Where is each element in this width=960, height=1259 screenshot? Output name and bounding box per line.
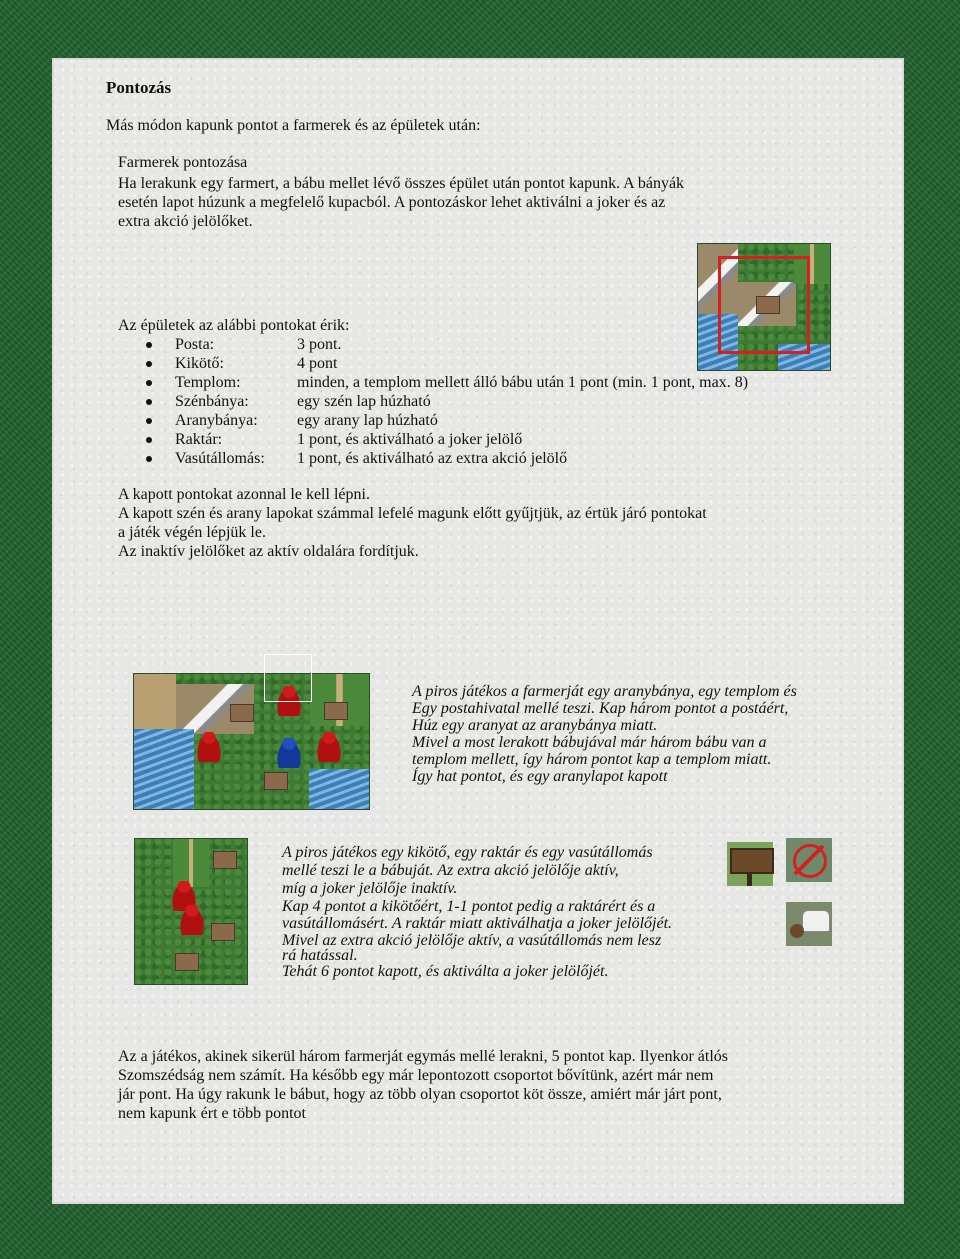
example2-line-6: Mivel az extra akció jelölője aktív, a vasútállomás nem lesz (282, 932, 662, 949)
railway-station-sign-icon (727, 842, 773, 886)
board-image-example-1 (133, 673, 370, 810)
note-line-2: A kapott szén és arany lapokat számmal lefelé magunk előtt gyűjtjük, az értük járó pontokat (118, 505, 707, 522)
note-line-3: a játék végén lépjük le. (118, 524, 266, 541)
bullet-icon (146, 456, 152, 462)
blue-farmer-icon (276, 738, 302, 768)
highlight-frame (718, 256, 810, 354)
building-name: Aranybánya: (175, 412, 258, 429)
building-points: 1 pont, és aktiválható az extra akció jelölő (297, 450, 568, 467)
board-image-highlight-example (697, 243, 831, 371)
farmer-line-2: esetén lapot húzunk a megfelelő kupacból. A pontozáskor lehet aktiválni a joker és az (118, 194, 666, 211)
joker-inactive-icon (786, 838, 832, 882)
building-name: Szénbánya: (175, 393, 249, 410)
note-line-1: A kapott pontokat azonnal le kell lépni. (118, 486, 370, 503)
final-line-2: Szomszédság nem számít. Ha később egy már lepontozott csoportot bővítünk, azért már nem (118, 1067, 714, 1084)
bullet-icon (146, 380, 152, 386)
final-line-3: jár pont. Ha úgy rakunk le bábut, hogy az több olyan csoportot köt össze, amiért már járt pont, (118, 1086, 722, 1103)
bullet-icon (146, 361, 152, 367)
building-points: minden, a templom mellett álló bábu után 1 pont (min. 1 pont, max. 8) (297, 374, 749, 391)
example2-line-3: míg a joker jelölője inaktív. (282, 880, 458, 897)
building-name: Vasútállomás: (175, 450, 265, 467)
red-farmer-icon (179, 905, 205, 935)
building-name: Kikötő: (175, 355, 224, 372)
example2-line-2: mellé teszi le a bábuját. Az extra akció jelölője aktív, (282, 862, 619, 879)
farmer-line-1: Ha lerakunk egy farmert, a bábu mellet lévő összes épület után pontot kapunk. A bányák (118, 175, 685, 192)
final-line-1: Az a játékos, akinek sikerül három farmerját egymás mellé lerakni, 5 pontot kap. Ilyenkor átlós (118, 1048, 729, 1065)
farmer-line-3: extra akció jelölőket. (118, 213, 253, 230)
board-image-example-2 (134, 838, 248, 985)
bullet-icon (146, 399, 152, 405)
intro-text: Más módon kapunk pontot a farmerek és az épületek után: (106, 117, 481, 134)
building-points: 4 pont (297, 355, 338, 372)
final-line-4: nem kapunk ért e több pontot (118, 1105, 306, 1122)
example1-line-2: Egy postahivatal mellé teszi. Kap három pontot a postáért, (412, 700, 789, 717)
building-name: Posta: (175, 336, 215, 353)
example2-line-4: Kap 4 pontot a kikötőért, 1-1 pontot pedig a raktárért és a (282, 898, 656, 915)
building-name: Raktár: (175, 431, 223, 448)
building-points: 3 pont. (297, 336, 342, 353)
note-line-4: Az inaktív jelölőket az aktív oldalára fordítjuk. (118, 543, 419, 560)
building-name: Templom: (175, 374, 241, 391)
example1-line-1: A piros játékos a farmerját egy aranybánya, egy templom és (412, 683, 797, 700)
example1-line-4: Mivel a most lerakott bábujával már három bábu van a (412, 734, 767, 751)
buildings-heading: Az épületek az alábbi pontokat érik: (118, 317, 350, 334)
building-points: egy szén lap húzható (297, 393, 431, 410)
example2-line-5: vasútállomásért. A raktár miatt aktiválhatja a joker jelölőjét. (282, 915, 673, 932)
red-farmer-icon (196, 732, 222, 762)
placement-marker (264, 654, 312, 702)
bullet-icon (146, 418, 152, 424)
building-points: egy arany lap húzható (297, 412, 438, 429)
page-title: Pontozás (106, 78, 172, 97)
red-farmer-icon (316, 732, 342, 762)
example2-line-1: A piros játékos egy kikötő, egy raktár és egy vasútállomás (282, 844, 653, 861)
bullet-icon (146, 342, 152, 348)
example1-line-6: Így hat pontot, és egy aranylapot kapott (412, 768, 668, 785)
example2-line-7: rá hatással. (282, 947, 358, 964)
example2-line-8: Tehát 6 pontot kapott, és aktiválta a joker jelölőjét. (282, 963, 609, 980)
building-points: 1 pont, és aktiválható a joker jelölő (297, 431, 523, 448)
bullet-icon (146, 437, 152, 443)
example1-line-3: Húz egy aranyat az aranybánya miatt. (412, 717, 658, 734)
farmer-heading: Farmerek pontozása (118, 154, 248, 171)
example1-line-5: templom mellett, így három pontot kap a templom miatt. (412, 751, 772, 768)
extra-action-active-icon (786, 902, 832, 946)
